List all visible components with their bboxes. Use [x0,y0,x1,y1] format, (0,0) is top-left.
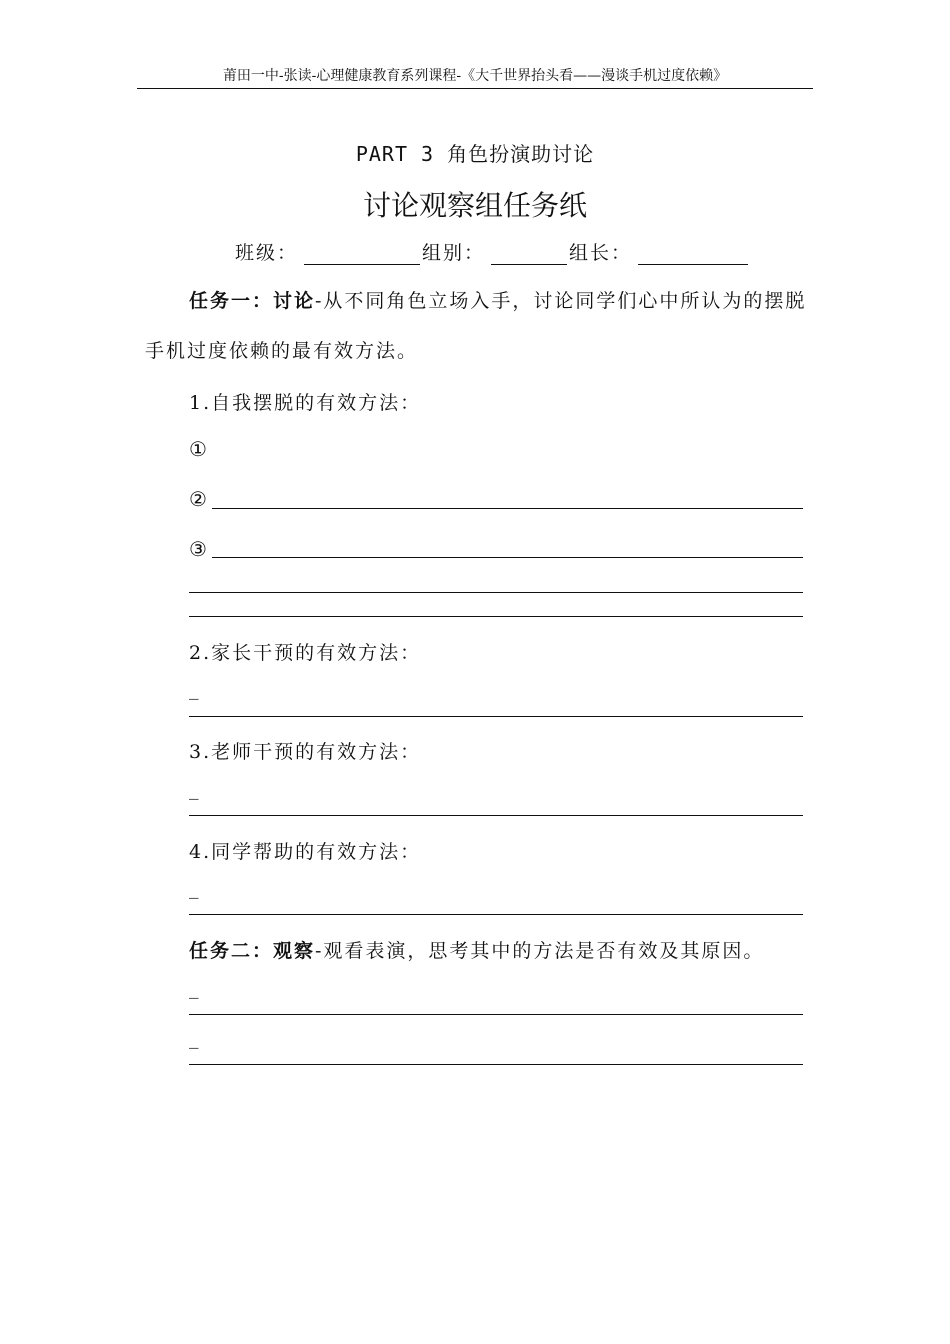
section1-item-2-marker: ② [189,487,207,511]
part-heading: PART 3 角色扮演助讨论 [355,142,595,166]
section1-item-3-marker: ③ [189,537,207,561]
page-header [137,66,813,89]
header-text: 莆田一中-张读-心理健康教育系列课程-《大千世界抬头看——漫谈手机过度依赖》 [222,68,728,84]
section4-dash: _ [189,877,199,899]
task2-dash-1: _ [189,977,199,999]
leader-input-blank[interactable] [638,242,748,265]
section1-item-3-line[interactable] [212,557,803,558]
task2-answer-line-2[interactable] [189,1064,803,1065]
section1-item-2-line[interactable] [212,508,803,509]
class-input-blank[interactable] [304,242,420,265]
task2-dash-2: _ [189,1027,199,1049]
meta-row [235,238,750,265]
section3-dash: _ [189,778,199,800]
section2-dash: _ [189,678,199,700]
section4-heading: 4.同学帮助的有效方法： [189,841,422,863]
task2-paragraph [189,936,764,963]
task2-label: 任务二：观察 [189,940,316,962]
class-label: 班级： [235,242,299,264]
task2-answer-line-1[interactable] [189,1014,803,1015]
group-label: 组别： [422,242,486,264]
section4-answer-line[interactable] [189,914,803,915]
leader-label: 组长： [569,242,633,264]
section2-answer-line[interactable] [189,716,803,717]
section2-heading: 2.家长干预的有效方法： [189,642,422,664]
task1-paragraph [145,276,810,376]
section1-heading: 1.自我摆脱的有效方法： [189,392,422,414]
section3-answer-line[interactable] [189,815,803,816]
group-input-blank[interactable] [491,242,567,265]
section1-extra-line-1[interactable] [189,592,803,593]
section3-heading: 3.老师干预的有效方法： [189,741,422,763]
task2-text: -观看表演，思考其中的方法是否有效及其原因。 [315,940,765,962]
page-title: 讨论观察组任务纸 [362,189,587,222]
section1-item-1-marker: ① [189,437,207,461]
section1-extra-line-2[interactable] [189,616,803,617]
task1-label: 任务一：讨论 [189,290,316,312]
task1-text: -从不同角色立场入手，讨论同学们心中所认为的摆脱手机过度依赖的最有效方法。 [145,290,807,362]
